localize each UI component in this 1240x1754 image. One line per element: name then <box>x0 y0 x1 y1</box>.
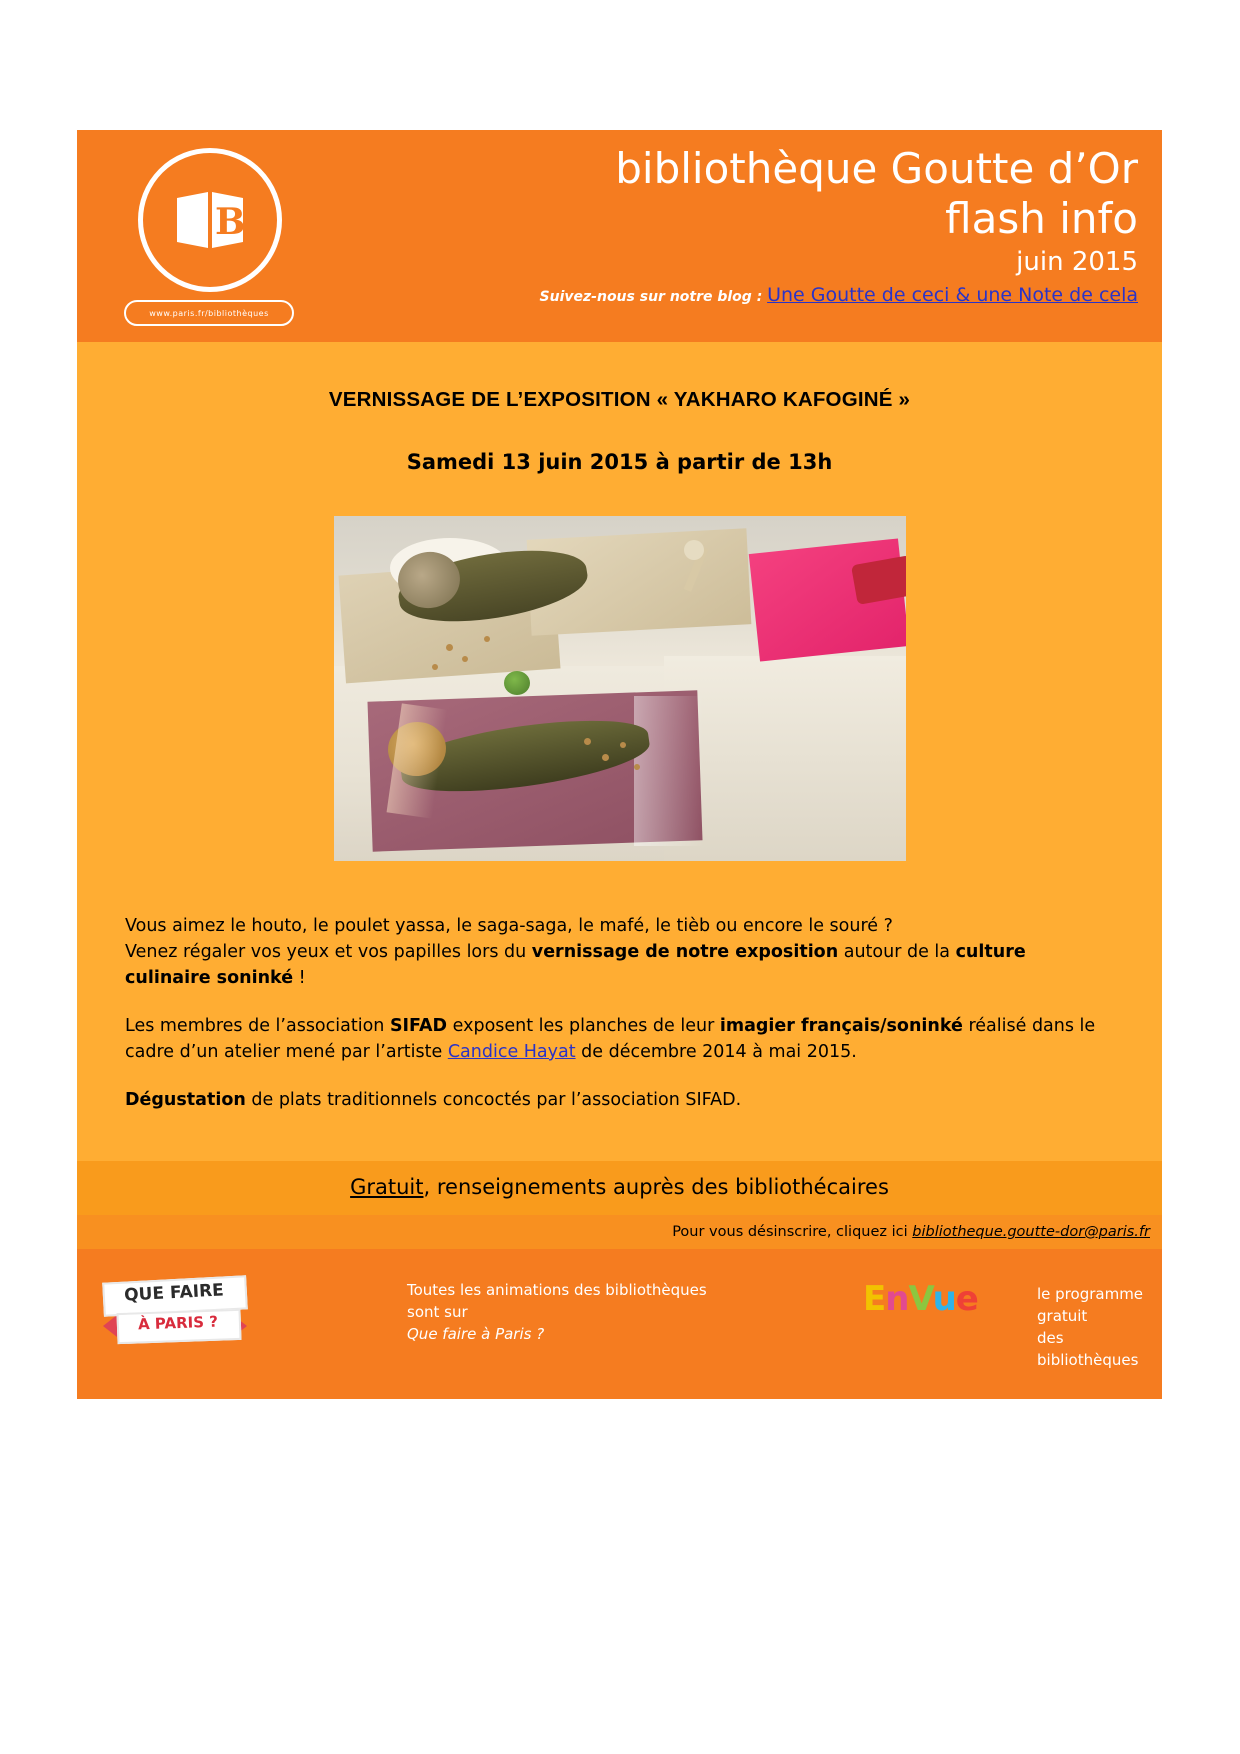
footer-text1-line3: Que faire à Paris ? <box>407 1325 545 1343</box>
p3-seg-a: Dégustation <box>125 1090 246 1110</box>
unsubscribe-email-link[interactable]: bibliotheque.goutte-dor@paris.fr <box>912 1224 1150 1240</box>
issue-date: juin 2015 <box>1016 247 1138 277</box>
paragraph-1-line-2 <box>125 939 1114 991</box>
footer-text-programme <box>1037 1283 1162 1371</box>
paragraph-1-line-1: Vous aimez le houto, le poulet yassa, le saga-saga, le mafé, le tièb ou encore le souré ? <box>125 916 893 936</box>
envue-logo: EnVue <box>863 1279 978 1319</box>
library-logo <box>113 140 303 336</box>
main-content <box>77 342 1162 1161</box>
blog-line <box>318 284 1138 306</box>
footer-text1-line2: sont sur <box>407 1303 468 1321</box>
p2-seg-d: imagier français/soninké <box>719 1016 963 1036</box>
unsubscribe-text: Pour vous désinscrire, cliquez ici <box>672 1224 913 1240</box>
footer-banner <box>77 1249 1162 1399</box>
p2-seg-a: Les membres de l’association <box>125 1016 390 1036</box>
artist-link[interactable]: Candice Hayat <box>447 1042 576 1062</box>
p1-seg-a: Venez régaler vos yeux et vos papilles lors du <box>125 942 532 962</box>
gratuit-word: Gratuit <box>350 1175 424 1199</box>
open-book-icon <box>175 188 245 252</box>
newsletter-title: bibliothèque Goutte d’Or <box>615 144 1138 193</box>
blog-link[interactable]: Une Goutte de ceci & une Note de cela <box>767 284 1138 306</box>
event-title: VERNISSAGE DE L’EXPOSITION « YAKHARO KAFOGINÉ » <box>328 388 911 411</box>
gratuit-rest: , renseignements auprès des bibliothécaires <box>423 1175 889 1199</box>
header-text-block <box>318 144 1138 306</box>
p3-seg-b: de plats traditionnels concoctés par l’association SIFAD. <box>245 1090 742 1110</box>
ribbon-tail-left-icon <box>103 1315 117 1337</box>
footer-text1-line1: Toutes les animations des bibliothèques <box>407 1281 707 1299</box>
que-faire-a-paris-logo[interactable] <box>103 1271 253 1347</box>
footer-text-animations <box>407 1279 707 1345</box>
footer-text2-line1: le programme gratuit <box>1037 1285 1144 1325</box>
p1-seg-b: vernissage de notre exposition <box>531 942 839 962</box>
newsletter-subtitle: flash info <box>945 194 1138 243</box>
event-date: Samedi 13 juin 2015 à partir de 13h <box>406 450 833 474</box>
paragraph-2 <box>125 1013 1114 1065</box>
p2-seg-e: réalisé dans le cadre d’un atelier mené par l’artiste <box>125 1016 1096 1062</box>
logo-ribbon-text: www.paris.fr/bibliothèques <box>124 300 294 326</box>
header-banner <box>77 130 1162 342</box>
event-photo <box>334 516 906 861</box>
unsubscribe-bar <box>77 1215 1162 1249</box>
quefaire-line1: QUE FAIRE <box>123 1280 225 1306</box>
p1-seg-c: autour de la <box>838 942 956 962</box>
p2-seg-c: exposent les planches de leur <box>447 1016 720 1036</box>
p1-seg-d: culture culinaire soninké <box>125 942 1026 988</box>
body-text <box>77 861 1162 1161</box>
gratuit-banner <box>77 1161 1162 1215</box>
quefaire-line2: À PARIS ? <box>137 1312 219 1334</box>
footer-text2-line2: des bibliothèques <box>1037 1329 1139 1369</box>
p1-seg-e: ! <box>293 968 306 988</box>
svg-text:B: B <box>215 201 245 243</box>
paragraph-3 <box>125 1087 1114 1113</box>
p2-seg-f: de décembre 2014 à mai 2015. <box>575 1042 857 1062</box>
p2-seg-b: SIFAD <box>389 1016 448 1036</box>
blog-label: Suivez-nous sur notre blog : <box>539 289 763 305</box>
newsletter-flyer <box>77 130 1162 1399</box>
